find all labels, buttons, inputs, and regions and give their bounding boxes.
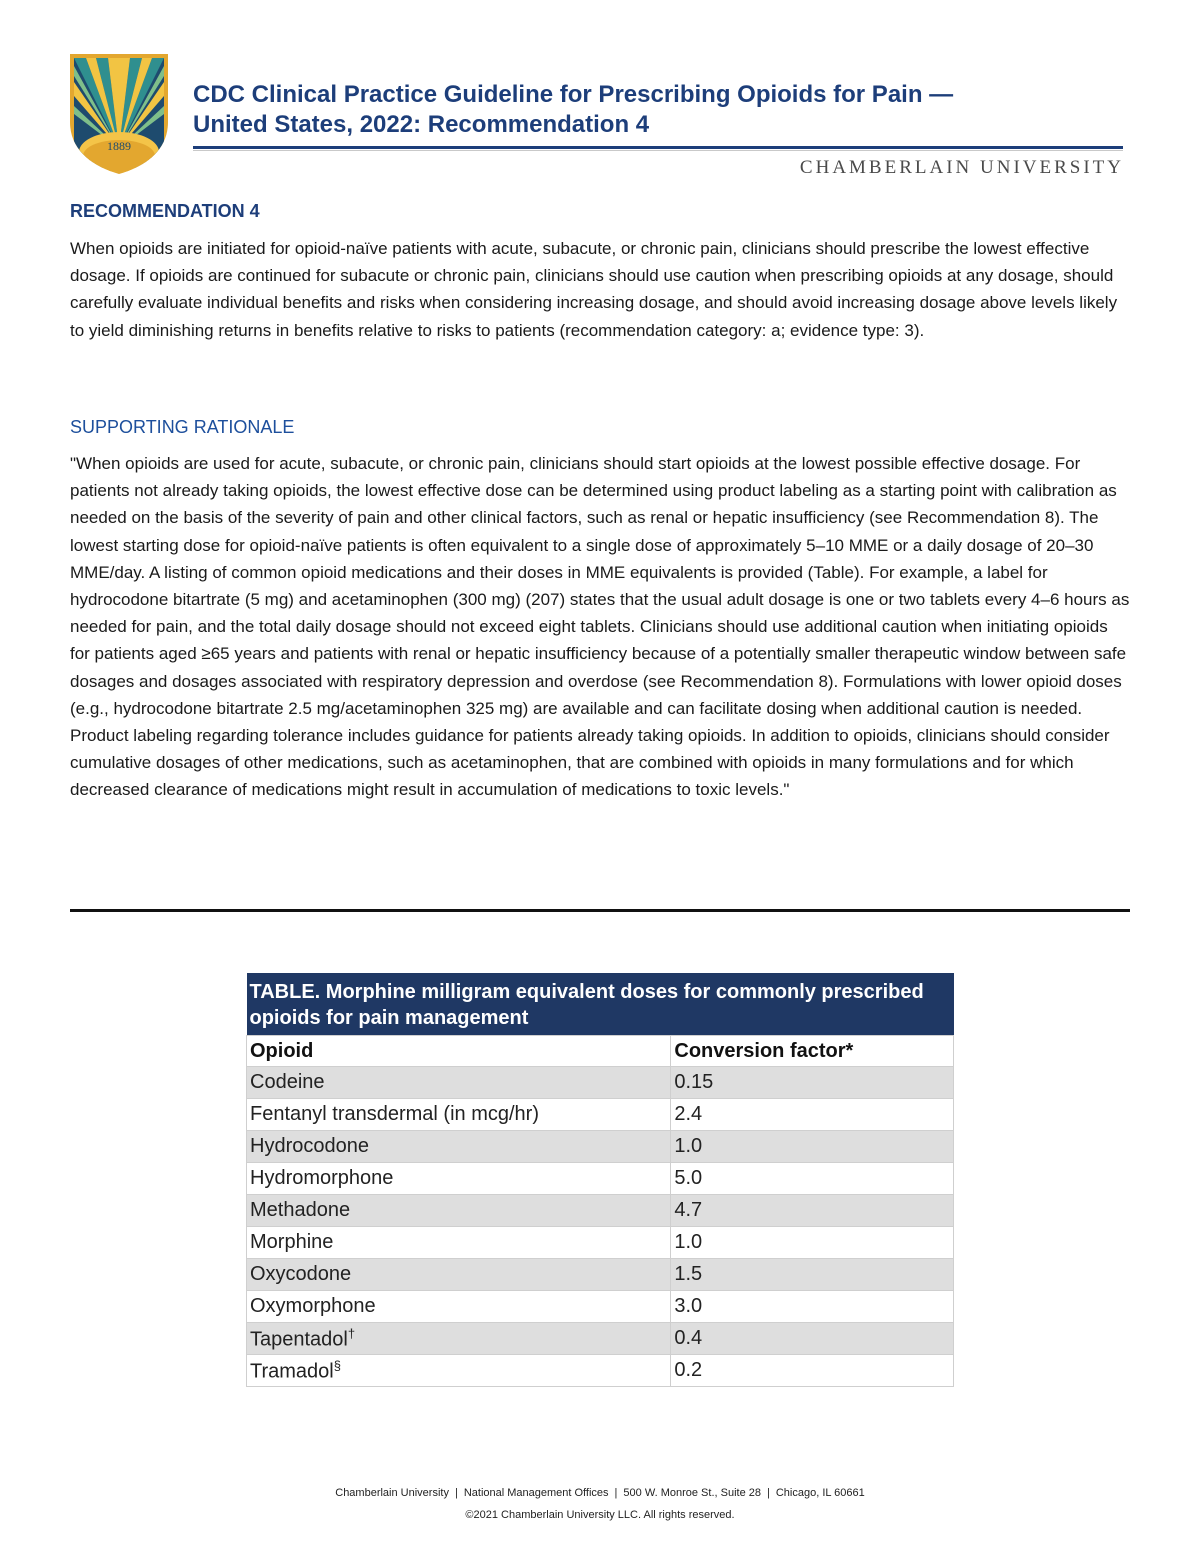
table-header-row xyxy=(247,1036,954,1067)
recommendation-text: When opioids are initiated for opioid-naïve patients with acute, subacute, or chronic pain, clinicians should prescribe the lowest effective dosage. If opioids are continued for subacute or chronic pain, clinicians should use caution when prescribing opioids at any dosage, should carefully evaluate individual benefits and risks when considering increasing dosage, and should avoid increasing dosage above levels likely to yield diminishing returns in benefits relative to risks to patients (recommendation category: a; evidence type: 3). xyxy=(70,239,1118,340)
logo-year: 1889 xyxy=(107,139,131,153)
rationale-heading: SUPPORTING RATIONALE xyxy=(70,417,295,437)
opioid-name-cell xyxy=(247,1195,671,1227)
opioid-name-cell xyxy=(247,1291,671,1323)
footer-address: 500 W. Monroe St., Suite 28 xyxy=(623,1487,761,1499)
footer-address-line: Chamberlain University | National Management Offices | 500 W. Monroe St., Suite 28 | Chicago, IL 60661 xyxy=(335,1487,865,1499)
opioid-name: Fentanyl transdermal (in mcg/hr) xyxy=(250,1103,539,1125)
section-divider xyxy=(70,909,1130,912)
opioid-name-cell xyxy=(247,1323,671,1355)
page-footer xyxy=(0,1482,1200,1526)
conversion-factor-cell: 0.15 xyxy=(671,1067,954,1099)
footnote-mark: § xyxy=(333,1357,341,1373)
opioid-name-cell xyxy=(247,1067,671,1099)
table-row xyxy=(247,1099,954,1131)
opioid-name: Oxycodone xyxy=(250,1263,352,1285)
opioid-name-cell xyxy=(247,1163,671,1195)
column-header-conversion-factor: Conversion factor* xyxy=(671,1036,954,1067)
table-caption-row xyxy=(247,973,954,1036)
table-row xyxy=(247,1291,954,1323)
table-row xyxy=(247,1163,954,1195)
opioid-name: Tramadol xyxy=(250,1360,334,1383)
opioid-name-cell xyxy=(247,1355,671,1387)
footnote-mark: † xyxy=(347,1325,356,1341)
opioid-name: Hydrocodone xyxy=(250,1135,369,1157)
opioid-name-cell xyxy=(247,1259,671,1291)
opioid-name: Morphine xyxy=(250,1231,334,1253)
table-row xyxy=(247,1323,954,1355)
conversion-factor-cell: 1.0 xyxy=(671,1227,954,1259)
title-line-2: United States, 2022: Recommendation 4 xyxy=(193,111,650,138)
title-line-1: CDC Clinical Practice Guideline for Prescribing Opioids for Pain — xyxy=(193,81,954,108)
opioid-name: Hydromorphone xyxy=(250,1167,394,1189)
table-row xyxy=(247,1195,954,1227)
university-name: CHAMBERLAIN UNIVERSITY xyxy=(799,157,1124,178)
column-header-opioid: Opioid xyxy=(247,1036,671,1067)
table-caption: TABLE. Morphine milligram equivalent doses for commonly prescribed opioids for pain management xyxy=(247,973,954,1036)
recommendation-heading: RECOMMENDATION 4 xyxy=(70,201,260,221)
conversion-factor-cell: 1.5 xyxy=(671,1259,954,1291)
conversion-factor-cell: 3.0 xyxy=(671,1291,954,1323)
table-row xyxy=(247,1355,954,1387)
footer-office: National Management Offices xyxy=(463,1487,609,1499)
table-row xyxy=(247,1131,954,1163)
table-row xyxy=(247,1227,954,1259)
conversion-factor-cell: 0.4 xyxy=(671,1323,954,1355)
mme-conversion-table xyxy=(246,973,954,1387)
conversion-factor-cell: 1.0 xyxy=(671,1131,954,1163)
document-title xyxy=(193,80,1153,140)
title-rule-thin xyxy=(193,150,1123,151)
conversion-factor-cell: 4.7 xyxy=(671,1195,954,1227)
table-row xyxy=(247,1067,954,1099)
conversion-factor-cell: 5.0 xyxy=(671,1163,954,1195)
title-rule xyxy=(193,146,1123,149)
rationale-text: "When opioids are used for acute, subacute, or chronic pain, clinicians should start opioids at the lowest possible effective dosage. For patients not already taking opioids, the lowest effective dose can be determined using product labeling as a starting point with calibration as needed on the basis of the severity of pain and other clinical factors, such as renal or hepatic insufficiency (see Recommendation 8). The lowest starting dose for opioid-naïve patients is often equivalent to a single dose of approximately 5–10 MME or a daily dosage of 20–30 MME/day. A listing of common opioid medications and their doses in MME equivalents is provided (Table). For example, a label for hydrocodone bitartrate (5 mg) and acetaminophen (300 mg) (207) states that the usual adult dosage is one or two tablets every 4–6 hours as needed for pain, and the total daily dosage should not exceed eight tablets. Clinicians should use additional caution when initiating opioids for patients aged ≥65 years and patients with renal or hepatic insufficiency because of a potentially smaller therapeutic window between safe dosages and dosages associated with respiratory depression and overdose (see Recommendation 8). Formulations with lower opioid doses (e.g., hydrocodone bitartrate 2.5 mg/acetaminophen 325 mg) are available and can facilitate dosing when additional caution is needed. Product labeling regarding tolerance includes guidance for patients already taking opioids. In addition to opioids, clinicians should consider cumulative dosages of other medications, such as acetaminophen, that are combined with opioids in many formulations and for which decreased clearance of medications might result in accumulation of medications to toxic levels." xyxy=(70,454,1130,800)
chamberlain-shield-logo xyxy=(66,52,172,176)
conversion-factor-cell: 0.2 xyxy=(671,1355,954,1387)
opioid-name: Methadone xyxy=(250,1199,351,1221)
opioid-name: Tapentadol xyxy=(250,1328,348,1351)
opioid-name-cell xyxy=(247,1227,671,1259)
opioid-name-cell xyxy=(247,1099,671,1131)
opioid-name: Codeine xyxy=(250,1071,325,1093)
footer-copyright: ©2021 Chamberlain University LLC. All rights reserved. xyxy=(465,1509,735,1521)
table-row xyxy=(247,1259,954,1291)
conversion-factor-cell: 2.4 xyxy=(671,1099,954,1131)
opioid-name: Oxymorphone xyxy=(250,1295,376,1317)
opioid-name-cell xyxy=(247,1131,671,1163)
footer-org: Chamberlain University xyxy=(335,1487,449,1499)
footer-city: Chicago, IL 60661 xyxy=(775,1487,865,1499)
